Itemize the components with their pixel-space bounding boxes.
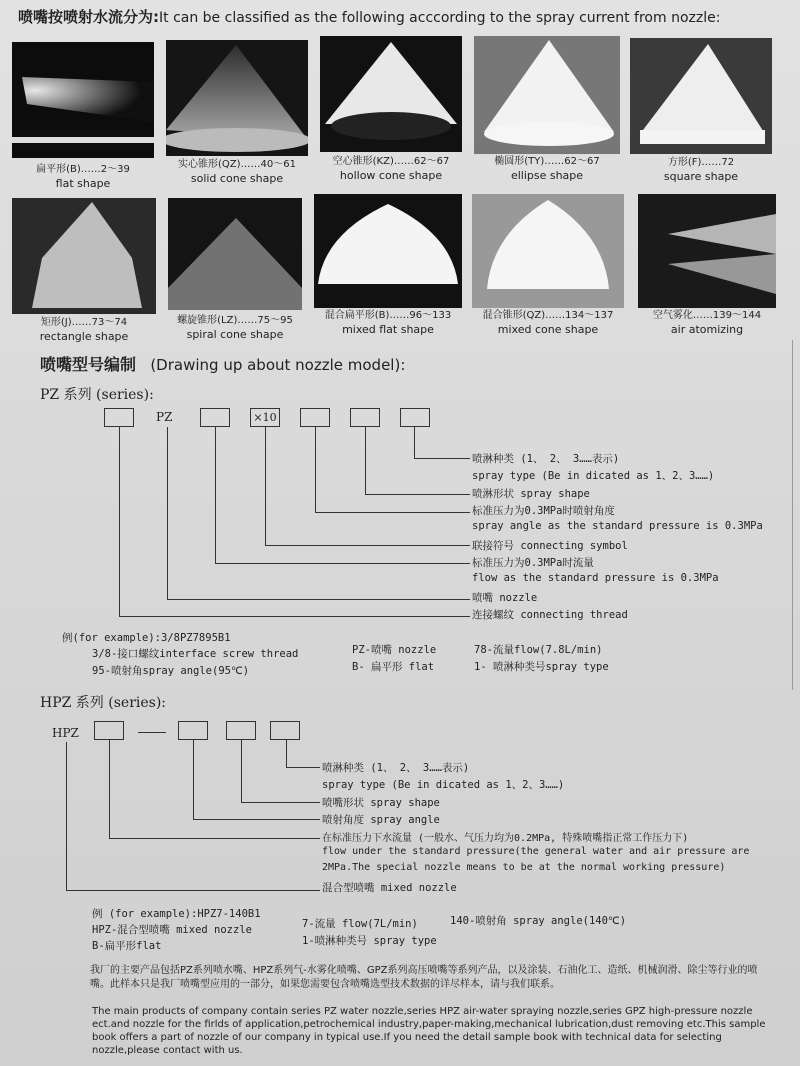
hpz-label-spray-type-en: spray type (Be in dicated as 1、2、3……) (322, 779, 565, 791)
hpz-line-angle-h (193, 819, 320, 820)
hpz-line-mixed-v (66, 742, 67, 890)
photo-mixed-cone (472, 194, 624, 308)
pz-series-title: PZ 系列 (series): (40, 387, 154, 403)
pz-line-thread-v (119, 427, 120, 616)
caption-spiral-cone-cn: 螺旋锥形(LZ)……75～95 (177, 315, 293, 326)
pz-line-type-v (414, 427, 415, 458)
pz-line-nozzle-v (167, 427, 168, 599)
hpz-example-flow: 7-流量 flow(7L/min) (302, 918, 418, 930)
pz-line-symbol-h (265, 545, 470, 546)
pz-example-title: 例(for example):3/8PZ7895B1 (62, 632, 231, 644)
pz-box-thread (104, 408, 134, 427)
hpz-label-flow-en-1: flow under the standard pressure(the general water and air pressure are (322, 846, 750, 857)
caption-mixed-cone-cn: 混合锥形(QZ)……134～137 (482, 310, 614, 321)
photo-air-atomizing (638, 194, 776, 308)
heading-cn: 喷嘴按喷射水流分为: (18, 8, 159, 26)
caption-square-cn: 方形(F)……72 (667, 157, 735, 168)
hpz-label-flow-en-2: 2MPa.The special nozzle means to be at the normal working pressure) (322, 862, 726, 873)
model-title-en: (Drawing up about nozzle model): (150, 356, 406, 374)
caption-hollow-cone-en: hollow cone shape (339, 169, 443, 182)
caption-ellipse-en: ellipse shape (510, 169, 584, 182)
footer-cn: 我厂的主要产品包括PZ系列喷水嘴、HPZ系列气-水雾化喷嘴、GPZ系列高压喷嘴等系列产品，以及涂装、石油化工、造纸、机械润滑、除尘等行业的喷嘴。此样本只是我厂喷嘴型应用的一部分，如果您需要包含喷嘴选型技术数据的详尽样本，请与我们联系。 (90, 965, 758, 990)
classification-heading (18, 6, 720, 27)
hpz-box-type (270, 721, 300, 740)
caption-spiral-cone-en: spiral cone shape (186, 328, 284, 341)
caption-solid-cone-en: solid cone shape (190, 172, 284, 185)
pz-line-flow-v (215, 427, 216, 563)
pz-label-thread: 连接螺纹 connecting thread (472, 609, 628, 621)
photo-rectangle (12, 198, 156, 314)
caption-mixed-cone-en: mixed cone shape (497, 323, 599, 336)
hpz-dash (138, 732, 166, 733)
pz-prefix: PZ (156, 410, 173, 424)
caption-ellipse-cn: 椭圆形(TY)……62～67 (494, 156, 600, 167)
hpz-example-title: 例 (for example):HPZ7-140B1 (92, 908, 261, 920)
caption-air-atomizing-en: air atomizing (670, 323, 744, 336)
hpz-example-mixed: HPZ-混合型喷嘴 mixed nozzle (92, 924, 252, 936)
pz-label-symbol: 联接符号 connecting symbol (472, 540, 628, 552)
pz-line-nozzle-h (167, 599, 470, 600)
hpz-label-flow-cn: 在标准压力下水流量 (一般水、气压力均为0.2MPa, 特殊喷嘴指正常工作压力下) (322, 833, 689, 844)
pz-example-nozzle: PZ-喷嘴 nozzle (352, 644, 437, 656)
photo-solid-cone (166, 40, 308, 156)
pz-box-angle (300, 408, 330, 427)
pz-example-angle: 95-喷射角spray angle(95℃) (92, 665, 250, 677)
caption-mixed-flat-en: mixed flat shape (342, 323, 434, 336)
pz-label-spray-type-cn: 喷淋种类 (1、 2、 3……表示) (472, 453, 620, 465)
hpz-label-spray-shape: 喷嘴形状 spray shape (322, 797, 440, 809)
hpz-label-spray-type-cn: 喷淋种类 (1、 2、 3……表示) (322, 762, 470, 774)
hpz-example-type: 1-喷淋种类号 spray type (302, 935, 437, 947)
caption-solid-cone (166, 158, 308, 186)
photo-ellipse (474, 36, 620, 154)
caption-flat-cn: 扁平形(B)……2～39 (36, 164, 130, 175)
caption-mixed-flat (314, 309, 462, 337)
pz-line-thread-h (119, 616, 470, 617)
pz-line-symbol-v (265, 427, 266, 545)
pz-example-thread: 3/8-接口螺纹interface screw thread (92, 648, 299, 660)
hpz-example-flat: B-扁平形flat (92, 940, 162, 952)
caption-flat (12, 163, 154, 191)
caption-square (630, 156, 772, 184)
pz-line-type-h (414, 458, 470, 459)
hpz-line-flow-h (109, 838, 320, 839)
hpz-example-angle: 140-喷射角 spray angle(140℃) (450, 915, 627, 927)
hpz-label-mixed-nozzle: 混合型喷嘴 mixed nozzle (322, 882, 457, 894)
footer-en: The main products of company contain series PZ water nozzle,series HPZ air-water spraying nozzle,series GPZ high-pressure nozzle ect.and nozzle for the firlds of application,petrochemical industry,paper-making,mechanical lubrication,dust removing etc.This sample book offers a part of nozzle of our company in typical use.If you need the detail sample book with technical data for selecting nozzle,please contact with us. (92, 1006, 766, 1056)
caption-rectangle-en: rectangle shape (39, 330, 129, 343)
caption-flat-en: flat shape (55, 177, 111, 190)
pz-box-type (400, 408, 430, 427)
model-title-cn: 喷嘴型号编制 (40, 355, 137, 374)
hpz-prefix: HPZ (52, 726, 79, 740)
caption-solid-cone-cn: 实心锥形(QZ)……40～61 (178, 159, 296, 170)
pz-example-type: 1- 喷淋种类号spray type (474, 661, 609, 673)
hpz-box-shape (226, 721, 256, 740)
pz-example-flow: 78-流量flow(7.8L/min) (474, 644, 603, 656)
photo-mixed-flat (314, 194, 462, 308)
pz-example-flat: B- 扁平形 flat (352, 661, 435, 673)
hpz-line-shape-h (241, 802, 320, 803)
caption-rectangle-cn: 矩形(J)……73～74 (40, 317, 128, 328)
hpz-box-angle (178, 721, 208, 740)
hpz-line-angle-v (193, 740, 194, 819)
pz-box-x10: ×10 (250, 408, 280, 427)
page-edge-divider (792, 340, 793, 690)
hpz-box-flow (94, 721, 124, 740)
pz-label-flow-cn: 标准压力为0.3MPa时流量 (472, 557, 594, 569)
caption-air-atomizing (638, 309, 776, 337)
photo-spiral-cone (168, 198, 302, 310)
hpz-line-shape-v (241, 740, 242, 802)
pz-label-angle-en: spray angle as the standard pressure is 0.3MPa (472, 520, 763, 532)
photo-hollow-cone (320, 36, 462, 152)
hpz-label-spray-angle: 喷射角度 spray angle (322, 814, 440, 826)
pz-line-angle-v (315, 427, 316, 512)
pz-line-shape-h (365, 494, 470, 495)
heading-en: It can be classified as the following acccording to the spray current from nozzle: (159, 10, 721, 26)
pz-label-spray-type-en: spray type (Be in dicated as 1、2、3……) (472, 470, 715, 482)
photo-flat-shape (12, 42, 154, 158)
hpz-line-flow-v (109, 740, 110, 838)
caption-hollow-cone-cn: 空心锥形(KZ)……62～67 (332, 156, 450, 167)
photo-square (630, 38, 772, 154)
hpz-line-type-h (286, 767, 320, 768)
pz-label-angle-cn: 标准压力为0.3MPa时喷射角度 (472, 505, 615, 517)
pz-label-nozzle: 喷嘴 nozzle (472, 592, 538, 604)
pz-label-flow-en: flow as the standard pressure is 0.3MPa (472, 572, 719, 584)
caption-ellipse (474, 155, 620, 183)
caption-hollow-cone (320, 155, 462, 183)
hpz-series-title: HPZ 系列 (series): (40, 695, 167, 711)
pz-box-flow (200, 408, 230, 427)
model-title (40, 352, 405, 375)
caption-spiral-cone (168, 314, 302, 342)
pz-line-angle-h (315, 512, 470, 513)
pz-line-shape-v (365, 427, 366, 494)
caption-square-en: square shape (663, 170, 739, 183)
hpz-line-type-v (286, 740, 287, 767)
pz-label-spray-shape: 喷淋形状 spray shape (472, 488, 590, 500)
pz-box-shape (350, 408, 380, 427)
caption-air-atomizing-cn: 空气雾化……139～144 (652, 310, 762, 321)
caption-rectangle (12, 316, 156, 344)
pz-line-flow-h (215, 563, 470, 564)
caption-mixed-flat-cn: 混合扁平形(B)……96～133 (324, 310, 452, 321)
caption-mixed-cone (472, 309, 624, 337)
hpz-line-mixed-h (66, 890, 320, 891)
